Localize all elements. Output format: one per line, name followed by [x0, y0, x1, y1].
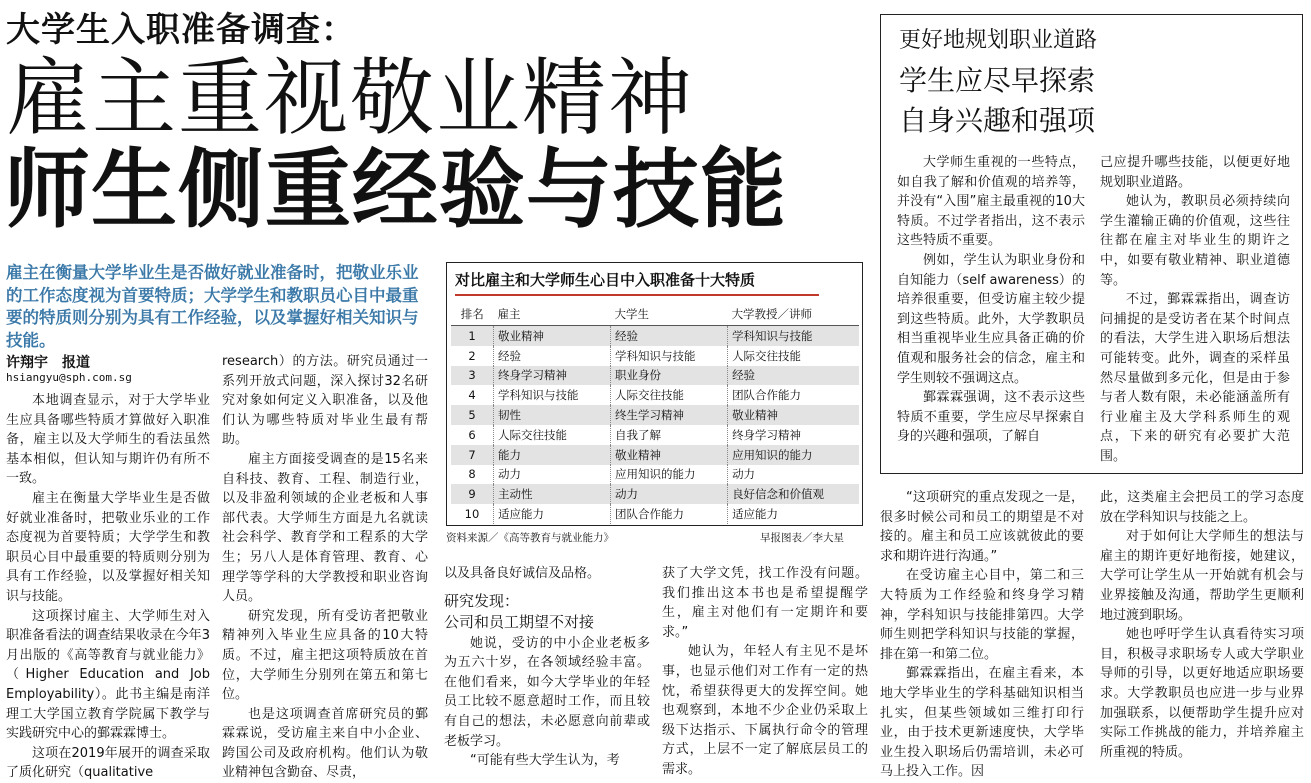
article-lead: 雇主在衡量大学毕业生是否做好就业准备时，把敬业乐业的工作态度视为首要特质；大学学生和教职员心目中最重要的特质则分别为具有工作经验，以及掌握好相关知识与技能。 — [6, 263, 419, 350]
student-cell: 终生学习精神 — [611, 405, 728, 425]
rank-cell: 3 — [451, 366, 494, 386]
paragraph: 鄞霖霖强调，这不表示这些特质不重要，学生应尽早探索自身的兴趣和强项，了解自 — [897, 390, 1085, 445]
paragraph: 也是这项调查首席研究员的鄞霖霖说，受访雇主来自中小企业、跨国公司及政府机构。他们认为敬业精神包含勤奋、尽责， — [222, 706, 428, 781]
rank-cell: 5 — [451, 405, 494, 425]
byline — [6, 352, 90, 372]
faculty-cell: 团队合作能力 — [728, 385, 859, 405]
paragraph: 在受访雇主心目中，第二和三大特质为工作经验和终身学习精神，学科知识与技能排第四。大学师生则把学科知识与技能的掌握，排在第一和第二位。 — [880, 568, 1084, 662]
faculty-cell: 良好信念和价值观 — [728, 484, 859, 504]
paragraph: 对于如何让大学师生的想法与雇主的期许更好地衔接，她建议，大学可让学生从一开始就有机会与业界接触及沟通，帮助学生更顺利地过渡到职场。 — [1100, 529, 1304, 623]
column-header-rank: 排名 — [451, 303, 494, 326]
student-cell: 职业身份 — [611, 366, 728, 386]
rank-cell: 4 — [468, 388, 476, 403]
article-column-2 — [222, 352, 428, 783]
headline-line-2: 师生侧重经验与技能 — [4, 140, 787, 240]
table-row — [451, 425, 859, 445]
column-header-employer: 雇主 — [494, 303, 611, 326]
table-row — [451, 445, 859, 465]
sidebar-box — [880, 14, 1303, 474]
paragraph: 她认为，年轻人有主见不是坏事，也显示他们对工作有一定的热忱，希望获得更大的发挥空间。她也观察到，本地不少企业仍采取上级下达指示、下属执行命令的管理方式，上层不一定了解底层员工的需求。 — [662, 644, 868, 777]
student-cell: 自我了解 — [611, 425, 728, 445]
table-row — [451, 465, 859, 485]
sidebar-column-left — [897, 153, 1085, 447]
rank-cell: 9 — [451, 484, 494, 504]
rank-cell: 2 — [468, 348, 476, 363]
employer-cell: 人际交往技能 — [494, 425, 611, 445]
paragraph: 她也呼吁学生认真看待实习项目，积极寻求职场专人或大学职业导师的引导，以更好地适应职场要求。大学教职员也应进一步与业界加强联系，以便帮助学生提升应对实际工作挑战的能力，并培养雇主所重视的特质。 — [1100, 627, 1304, 760]
paragraph: 不过，鄞霖霖指出，调查访问捕捉的是受访者在某个时间点的看法，大学生进入职场后想法可能转变。此外，调查的采样虽然尽量做到多元化，但是由于参与者人数有限，未必能涵盖所有行业雇主及大学科系师生的观点，下来的研究有必要扩大范围。 — [1100, 292, 1290, 464]
paragraph: 她认为，教职员必须持续向学生灌输正确的价值观，这些往往都在雇主对毕业生的期许之中，如要有敬业精神、职业道德等。 — [1100, 194, 1290, 288]
rank-cell: 7 — [451, 445, 494, 465]
student-cell: 人际交往技能 — [611, 385, 728, 405]
student-cell: 经验 — [611, 326, 728, 346]
paragraph: “这项研究的重点发现之一是，很多时候公司和员工的期望是不对接的。雇主和员工应该就彼此的要求和期许进行沟通。” — [880, 490, 1084, 564]
paragraph: 这项探讨雇主、大学师生对入职准备看法的调查结果收录在今年3月出版的《高等教育与就业能力》（Higher Education and Job Employability）。此书主编是南洋理工大学国立教育学院属下教学与实践研究中心的鄞霖霖博士。 — [6, 608, 210, 742]
article-column-6 — [1100, 488, 1304, 762]
table-row — [451, 405, 859, 425]
table-row — [451, 326, 859, 346]
paragraph: 鄞霖霖指出，在雇主看来，本地大学毕业生的学科基础知识相当扎实，但某些领域如三维打印行业，由于技术更新速度快，大学毕业生投入职场后仍需培训，未必可马上投入工作。因 — [880, 666, 1084, 780]
faculty-cell: 终身学习精神 — [728, 425, 859, 445]
paragraph: 以及具备良好诚信及品格。 — [444, 566, 601, 581]
employer-cell: 适应能力 — [494, 504, 611, 524]
column-header-faculty: 大学教授／讲师 — [728, 303, 859, 326]
subheading-line-2: 公司和员工期望不对接 — [444, 612, 595, 631]
paragraph: 此，这类雇主会把员工的学习态度放在学科知识与技能之上。 — [1100, 490, 1304, 525]
table-credit: 早报图表／李大星 — [760, 532, 844, 544]
student-cell: 学科知识与技能 — [611, 346, 728, 366]
faculty-cell: 敬业精神 — [728, 405, 859, 425]
employer-cell: 经验 — [494, 346, 611, 366]
faculty-cell: 学科知识与技能 — [728, 326, 859, 346]
paragraph: 这项在2019年展开的调查采取了质化研究（qualitative — [6, 745, 210, 781]
faculty-cell: 应用知识的能力 — [728, 445, 859, 465]
headline-line-1: 雇主重视敬业精神 — [6, 49, 695, 147]
table-row — [451, 366, 859, 386]
rank-cell: 8 — [468, 467, 476, 482]
employer-cell: 终身学习精神 — [494, 366, 611, 386]
subheading-line-1: 研究发现： — [444, 591, 520, 610]
table-row — [451, 484, 859, 504]
employer-cell: 动力 — [494, 465, 611, 485]
rank-cell: 10 — [464, 507, 480, 522]
sidebar-title-line-2: 学生应尽早探索 — [899, 64, 1096, 97]
rank-cell: 1 — [451, 326, 494, 346]
sidebar-column-right — [1100, 153, 1290, 467]
table-title: 对比雇主和大学师生心目中入职准备十大特质 — [455, 271, 756, 289]
paragraph: 雇主在衡量大学毕业生是否做好就业准备时，把敬业乐业的工作态度视为首要特质；大学学生和教职员心目中最重要的特质则分别为具有工作经验，以及掌握好相关知识与技能。 — [6, 490, 210, 604]
faculty-cell: 人际交往技能 — [728, 346, 859, 366]
table-row — [451, 385, 859, 405]
table-row — [451, 504, 859, 524]
paragraph: 例如，学生认为职业身份和自知能力（self awareness）的培养很重要，但受访雇主较少提到这些特质。此外，大学教职员相当重视毕业生应具备正确的价值观和服务社会的信念，雇主和学生则较不强调这点。 — [897, 252, 1085, 386]
column-header-student: 大学生 — [611, 303, 728, 326]
paragraph: 雇主方面接受调查的是15名来自科技、教育、工程、制造行业，以及非盈利领域的企业老板和人事部代表。大学师生方面是九名就读社会科学、教育学和工程系的大学生；另八人是体育管理、教育、心理学等学科的大学教授和职业咨询人员。 — [222, 451, 428, 605]
comparison-table-box — [446, 262, 863, 526]
faculty-cell: 经验 — [728, 366, 859, 386]
employer-cell: 敬业精神 — [494, 326, 611, 346]
employer-cell: 韧性 — [494, 405, 611, 425]
table-header-row — [451, 303, 859, 326]
student-cell: 敬业精神 — [611, 445, 728, 465]
top-ten-traits-table — [451, 303, 859, 524]
student-cell: 应用知识的能力 — [611, 465, 728, 485]
paragraph: 研究发现，所有受访者把敬业精神列入毕业生应具备的10大特质。不过，雇主把这项特质放在首位，大学师生分别列在第五和第七位。 — [222, 608, 428, 703]
headline-kicker: 大学生入职准备调查： — [6, 10, 356, 50]
article-column-5 — [880, 488, 1084, 782]
paragraph: 获了大学文凭，找工作没有问题。我们推出这本书也是希望提醒学生，雇主对他们有一定期许和要求。” — [662, 566, 868, 640]
sidebar-title-line-1: 更好地规划职业道路 — [899, 28, 1098, 53]
sidebar-title-line-3: 自身兴趣和强项 — [899, 104, 1096, 137]
paragraph: 大学师生重视的一些特点，如自我了解和价值观的培养等，并没有“入围”雇主最重视的10大特质。不过学者指出，这不表示这些特质不重要。 — [897, 155, 1085, 249]
paragraph: 她说，受访的中小企业老板多为五六十岁，在各领域经验丰富。在他们看来，如今大学毕业的年轻员工比较不愿意超时工作，而且较有自己的想法，未必愿意向前辈或老板学习。 — [444, 635, 650, 749]
table-row — [451, 346, 859, 366]
byline-author: 许翔宇 报道 — [6, 355, 90, 371]
table-title-rule — [455, 294, 819, 296]
table-source: 资料来源／《高等教育与就业能力》 — [446, 532, 614, 544]
article-column-1 — [6, 391, 210, 783]
faculty-cell: 适应能力 — [728, 504, 859, 524]
student-cell: 动力 — [611, 484, 728, 504]
paragraph: 本地调查显示，对于大学毕业生应具备哪些特质才算做好入职准备，雇主以及大学师生的看法虽然基本相似，但认知与期许仍有所不一致。 — [6, 393, 210, 487]
employer-cell: 主动性 — [494, 484, 611, 504]
faculty-cell: 动力 — [728, 465, 859, 485]
paragraph: 己应提升哪些技能，以便更好地规划职业道路。 — [1100, 155, 1290, 190]
byline-email: hsiangyu@sph.com.sg — [6, 371, 132, 384]
employer-cell: 能力 — [494, 445, 611, 465]
article-column-3 — [444, 564, 650, 771]
employer-cell: 学科知识与技能 — [494, 385, 611, 405]
paragraph: research）的方法。研究员通过一系列开放式问题，深入探讨32名研究对象如何定义入职准备，以及他们认为哪些特质对毕业生最有帮助。 — [222, 354, 428, 448]
article-column-4 — [662, 564, 868, 780]
rank-cell: 6 — [468, 427, 476, 442]
paragraph: “可能有些大学生认为，考 — [470, 753, 620, 769]
student-cell: 团队合作能力 — [611, 504, 728, 524]
